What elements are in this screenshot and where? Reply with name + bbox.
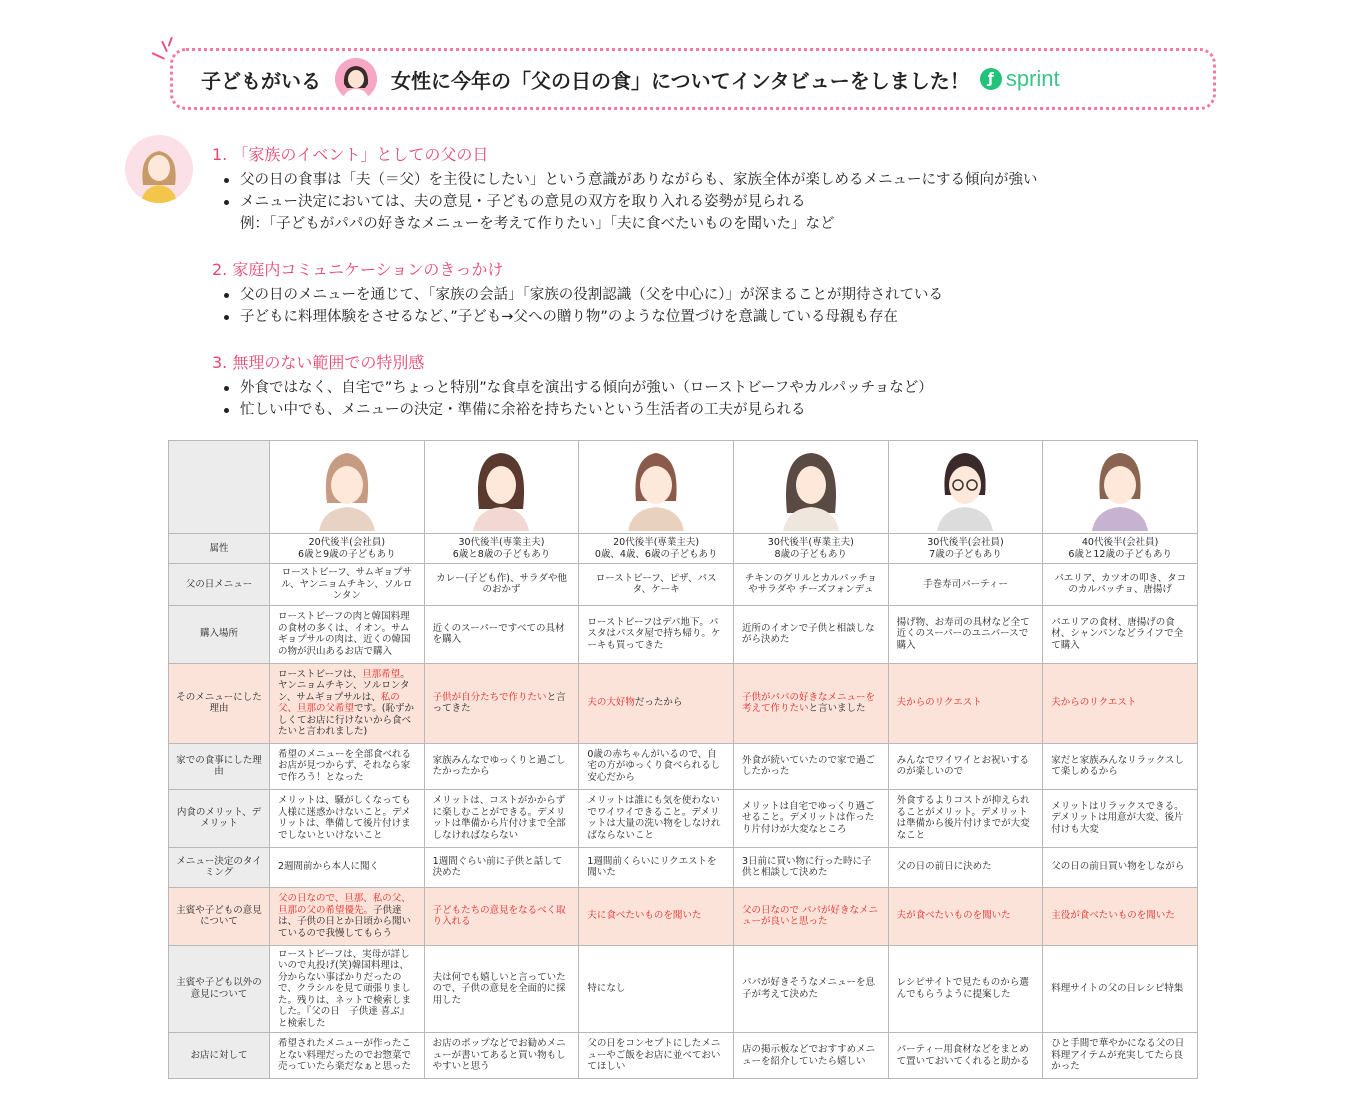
table-cell: メリットは自宅でゆっくり過ごせること。デメリットは作ったり片付けが大変なところ [733,789,888,847]
illustrated-woman-avatar-icon [125,135,193,203]
table-cell: みんなでワイワイとお祝いするのが楽しいので [888,743,1043,789]
table-cell: 子どもたちの意見をなるべく取り入れる [424,887,579,945]
table-cell: ローストビーフはデパ地下。パスタはパスタ屋で持ち帰り。ケーキも買ってきた [579,605,734,663]
table-cell: 夫からのリクエスト [1043,663,1198,743]
portrait-row [169,441,1198,534]
table-cell: 揚げ物、お寿司の具材など全て近くのスーパーのユニバースで購入 [888,605,1043,663]
finding-item: 父の日のメニューを通じて、「家族の会話」「家族の役割認識（父を中心に）」が深まることが期待されている [240,284,1212,306]
respondent-portrait-icon [579,441,734,534]
table-cell: チキンのグリルとカルパッチョやサラダや チーズフォンデュ [733,564,888,606]
table-cell: レシピサイトで見たものから選んでもらうように提案した [888,945,1043,1033]
finding-section [212,257,1212,328]
finding-item: メニュー決定においては、夫の意見・子どもの意見の双方を取り入れる姿勢が見られる [240,191,1212,213]
header-title-part2: 女性に今年の「父の日の食」についてインタビューをしました！ [391,68,970,93]
finding-item: 子どもに料理体験をさせるなど、”子ども→父への贈り物”のような位置づけを意識している母親も存在 [240,306,1212,328]
table-cell: 夫が食べたいものを聞いた [888,887,1043,945]
finding-heading: 3. 無理のない範囲での特別感 [212,353,425,372]
finding-example: 例：「子どもがパパの好きなメニューを考えて作りたい」「夫に食べたいものを聞いた」など [240,216,835,232]
table-cell: 30代後半(会社員) 7歳の子どもあり [888,534,1043,564]
table-cell: パエリア、カツオの叩き、タコのカルパッチョ、唐揚げ [1043,564,1198,606]
table-cell: メリットは、コストがかからずに楽しむことができる。デメリットは準備から片付けまで全部しなければならない [424,789,579,847]
table-row [169,564,1198,606]
table-cell: 1週間前くらいにリクエストを聞いた [579,847,734,887]
respondent-portrait-icon [1043,441,1198,534]
table-cell: お店のポップなどでお勧めメニューが書いてあると買い物もしやすいと思う [424,1033,579,1079]
table-cell: 夫は何でも嬉しいと言っていたので、子供の意見を全面的に採用した [424,945,579,1033]
table-cell: ローストビーフ、サムギョプサル、ヤンニョムチキン、ソルロンタン [270,564,425,606]
table-row [169,847,1198,887]
table-cell: 特になし [579,945,734,1033]
row-label: 属性 [169,534,270,564]
table-cell: 30代後半(専業主夫) 8歳の子どもあり [733,534,888,564]
table-cell: パーティー用食材などをまとめて置いておいてくれると助かる [888,1033,1043,1079]
table-cell: ひと手間で華やかになる父の日料理アイテムが充実してたら良かった [1043,1033,1198,1079]
table-cell: メリットは誰にも気を使わないでワイワイできること。デメリットは大量の洗い物をしなければならないこと [579,789,734,847]
table-cell: 希望されたメニューが作ったことない料理だったのでお惣菜で売っていたら楽だなぁと思った [270,1033,425,1079]
sprint-logo-icon: ƒ [980,68,1002,90]
table-cell: ローストビーフ、ピザ、パスタ、ケーキ [579,564,734,606]
summary-findings [212,142,1212,443]
table-cell: 30代後半(専業主夫) 6歳と8歳の子どもあり [424,534,579,564]
table-cell: 夫に食べたいものを聞いた [579,887,734,945]
finding-section [212,142,1212,235]
table-cell: メリットはリラックスできる。デメリットは用意が大変、後片付けも大変 [1043,789,1198,847]
table-cell: 希望のメニューを全部食べれるお店が見つからず、それなら家で作ろう！となった [270,743,425,789]
table-cell: ローストビーフの肉と韓国料理の食材の多くは、イオン。サムギョプサルの肉は、近くの韓国の物が沢山あるお店で購入 [270,605,425,663]
finding-heading: 2. 家庭内コミュニケーションのきっかけ [212,260,504,279]
table-cell: 夫からのリクエスト [888,663,1043,743]
row-label: 家での食事にした理由 [169,743,270,789]
row-label: 主賓や子ども以外の意見について [169,945,270,1033]
respondent-portrait-icon [424,441,579,534]
table-cell: 父の日の前日買い物をしながら [1043,847,1198,887]
finding-item: 外食ではなく、自宅で”ちょっと特別”な食卓を演出する傾向が強い（ローストビーフやカルパッチョなど） [240,377,1212,399]
table-cell: 主役が食べたいものを聞いた [1043,887,1198,945]
table-cell: 子供がパパの好きなメニューを考えて作りたいと言いました [733,663,888,743]
row-label: 購入場所 [169,605,270,663]
table-row [169,743,1198,789]
table-cell: パパが好きそうなメニューを息子が考えて決めた [733,945,888,1033]
table-cell: 20代後半(会社員) 6歳と9歳の子どもあり [270,534,425,564]
row-label: 父の日メニュー [169,564,270,606]
table-cell: 父の日をコンセプトにしたメニューやご飯をお店に並べておいてほしい [579,1033,734,1079]
table-cell: パエリアの食材、唐揚げの食材、シャンパンなどライフで全て購入 [1043,605,1198,663]
table-row [169,789,1198,847]
table-cell: 20代後半(専業主夫) 0歳、4歳、6歳の子どもあり [579,534,734,564]
table-cell: ローストビーフは、実母が詳しいので丸投げ(笑)韓国料理は、分からない事ばかりだったので、クラシルを見て頑張りました。残りは、ネットで検索しました。『父の日 子供達 喜ぶ』と検索した [270,945,425,1033]
table-cell: 父の日なので、旦那、私の父、旦那の父の希望優先。子供達は、子供の日とか日頃から聞いているので我慢してもらう [270,887,425,945]
table-row [169,663,1198,743]
table-row [169,534,1198,564]
respondent-portrait-icon [270,441,425,534]
table-cell: 家だと家族みんなリラックスして楽しめるから [1043,743,1198,789]
brand-name: sprint [1005,66,1060,91]
table-cell: 2週間前から本人に聞く [270,847,425,887]
table-cell: 近くのスーパーですべての具材を購入 [424,605,579,663]
table-cell: 夫の大好物だったから [579,663,734,743]
row-label: 内食のメリット、デメリット [169,789,270,847]
interview-table [168,440,1198,1079]
table-cell: ローストビーフは、旦那希望。ヤンニョムチキン、ソルロンタン、サムギョプサルは、私の父、旦那の父希望です。(恥ずかしくてお店に行けないから食べたいと言われました) [270,663,425,743]
table-cell: 家族みんなでゆっくりと過ごしたかったから [424,743,579,789]
woman-avatar-icon [335,58,377,100]
table-cell: 子供が自分たちで作りたいと言ってきた [424,663,579,743]
header-title-part1: 子どもがいる [201,68,321,93]
table-cell: メリットは、騒がしくなっても人様に迷惑かけないこと。デメリットは、準備して後片付けまでしないといけないこと [270,789,425,847]
table-row [169,605,1198,663]
respondent-portrait-icon [733,441,888,534]
table-cell: 父の日なので パパが好きなメニューが良いと思った [733,887,888,945]
finding-heading: 1. 「家族のイベント」としての父の日 [212,145,489,164]
finding-section [212,350,1212,421]
row-label: メニュー決定のタイミング [169,847,270,887]
table-cell: 外食が続いていたので家で過ごしたかった [733,743,888,789]
respondent-portrait-icon [888,441,1043,534]
table-row [169,945,1198,1033]
table-cell: 料理サイトの父の日レシピ特集 [1043,945,1198,1033]
table-cell: 3日前に買い物に行った時に子供と相談して決めた [733,847,888,887]
finding-item: 忙しい中でも、メニューの決定・準備に余裕を持ちたいという生活者の工夫が見られる [240,399,1212,421]
table-cell: 店の掲示板などでおすすめメニューを紹介していたら嬉しい [733,1033,888,1079]
row-label: そのメニューにした理由 [169,663,270,743]
table-cell: 40代後半(会社員) 6歳と12歳の子どもあり [1043,534,1198,564]
table-cell: 手巻寿司パーティー [888,564,1043,606]
table-row [169,887,1198,945]
table-cell: 父の日の前日に決めた [888,847,1043,887]
table-cell: カレー(子ども作)、サラダや他のおかず [424,564,579,606]
table-corner [169,441,270,534]
header-banner [170,48,1216,110]
finding-item: 父の日の食事は「夫（＝父）を主役にしたい」という意識がありながらも、家族全体が楽しめるメニューにする傾向が強い [240,169,1212,191]
table-cell: 1週間ぐらい前に子供と話して決めた [424,847,579,887]
table-cell: 近所のイオンで子供と相談しながら決めた [733,605,888,663]
row-label: お店に対して [169,1033,270,1079]
sprint-logo [980,66,1060,92]
table-row [169,1033,1198,1079]
row-label: 主賓や子どもの意見について [169,887,270,945]
table-cell: 外食するよりコストが抑えられることがメリット。デメリットは準備から後片付けまでが大変なこと [888,789,1043,847]
table-cell: 0歳の赤ちゃんがいるので、自宅の方がゆっくり食べられるし安心だから [579,743,734,789]
